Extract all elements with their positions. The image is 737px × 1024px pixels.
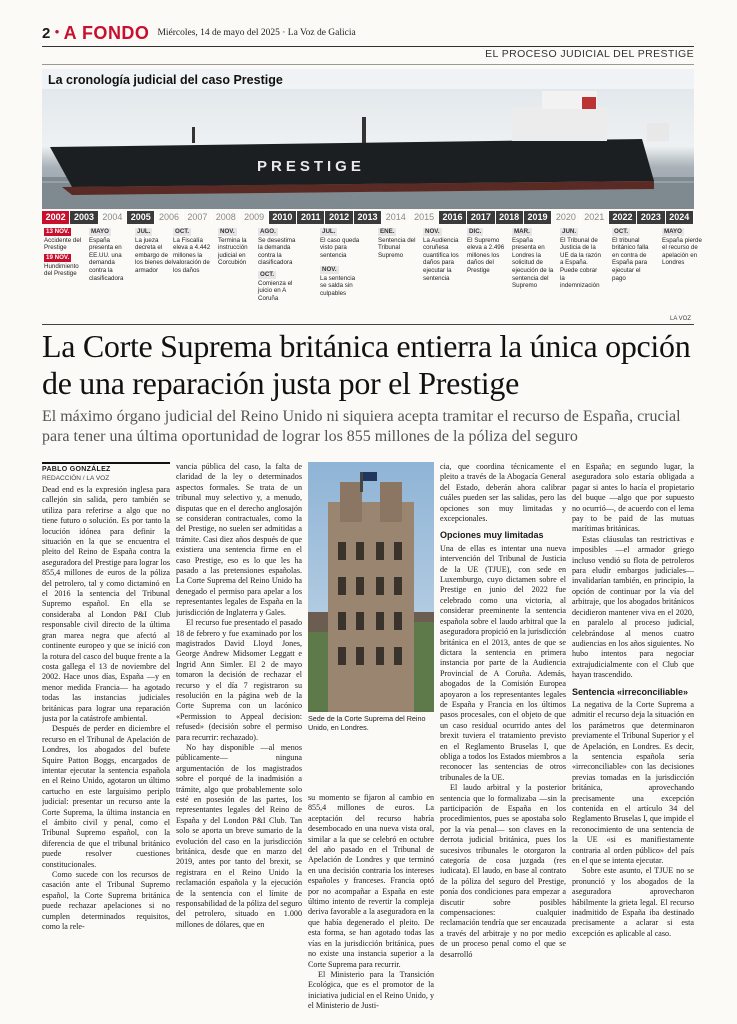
- timeline-event: [320, 228, 362, 259]
- event-text: Comienza el juicio en A Coruña: [258, 279, 293, 302]
- paragraph: La negativa de la Corte Suprema a admitir el recurso deja la situación en los parámetros que determinaron previamente el Tribunal Superior y el de Apelación, en Londres. Es decir, la sentencia española sería «irreconciliable» con las decisiones previas tomadas en la jurisdicción británica, aprovechando precisamente una excepción contenida en el artículo 34 del Reglamento Bruselas I, que impide el reconocimiento de una sentencia de la UE «si es manifiestamente contraria al orden público» del país en el que se intenta ejecutar.: [572, 699, 694, 866]
- event-date-tag: AGO.: [260, 228, 276, 235]
- paragraph: su momento se fijaron al cambio en 855,4 millones de euros. La aceptación del recurso habría desembocado en una nueva vista oral, similar a la que se celebró en octubre del año pasado en el Tribunal de Apelación de Londres y que terminó en una decisión contraria los intereses españoles y franceses. Francia optó por no acompañar a España en este último intento de revertir la compleja deriva favorable a la aseguradora en la que había degenerado el pleito. De esta forma, se han agotado todas las vías en la jurisdicción británica, pues no existe una instancia superior a la Corte Suprema para recurrir.: [308, 793, 434, 969]
- timeline-year: 2006: [155, 211, 183, 224]
- timeline-year: 2016: [439, 211, 467, 224]
- event-text: Termina la instrucción judicial en Corcubión: [218, 236, 248, 267]
- header-rule: [42, 46, 694, 47]
- page-header: [42, 22, 694, 44]
- timeline-year: 2013: [354, 211, 382, 224]
- event-date-tag: OCT.: [260, 271, 275, 278]
- timeline-year: 2014: [382, 211, 410, 224]
- event-text: La sentencia se salda sin culpables: [320, 274, 356, 297]
- event-text: España presenta en Londres la solicitud de ejecución de la sentencia del Supremo: [512, 236, 554, 290]
- timeline-year: 2005: [127, 211, 155, 224]
- event-date-tag: NOV.: [220, 228, 235, 235]
- page-number: 2: [42, 24, 51, 42]
- paragraph: Dead end es la expresión inglesa para callejón sin salida, pero también se utiliza para referirse a algo que no tiene futuro o solución. Es por tanto la locución idónea para definir la situación en la que se encuentra el pleito del Reino de España contra la aseguradora del Prestige para lograr los 855,4 millones de euros de la póliza del petrolero, tal y como dictaminó en el 2016 la sentencia del Tribunal Supremo español. En ella se consideraba al London P&I Club responsable civil directo de la última gran marea negra que afectó al continente europeo y que se inició con la rotura del casco del buque frente a la costa gallega el 13 de noviembre del 2002. Hace unos días, España —y en menor medida Francia— ha agotado todas las instancias judiciales británicas para lograr una reparación justa por la catástrofe ambiental.: [42, 485, 170, 723]
- timeline-year: 2019: [524, 211, 552, 224]
- subheadline: El máximo órgano judicial del Reino Unido ni siquiera acepta tramitar el recurso de España, crucial para tener una última oportunidad de lograr los 855 millones de la póliza del seguro: [42, 408, 681, 445]
- event-text: Hundimiento del Prestige: [44, 262, 79, 278]
- timeline-year: 2011: [297, 211, 325, 224]
- subhead-sentencia: Sentencia «irreconciliable»: [572, 686, 689, 697]
- graphic-rule: [42, 324, 694, 325]
- article-column-1: [42, 485, 170, 1015]
- paragraph: en España; en segundo lugar, la aseguradora solo estaría obligada a pagar si antes lo hacía el propietario del buque —algo que por supuesto no ocurrió—, de acuerdo con el lema pay to be paid de las mutuas marítimas británicas.: [572, 462, 694, 534]
- paragraph: El recurso fue presentado el pasado 18 de febrero y fue examinado por los magistrados David Lloyd Jones, George Andrew Midsomer Leggatt e Ingrid Ann Simler. El 2 de mayo tomaron la decisión de rechazar el recurso y el día 7 registraron su resolución en la página web de la Corte Suprema con un lacónico «Permission to Appeal decision: refused» (decisión sobre el permiso para recurrir: rechazado).: [176, 618, 302, 742]
- timeline-year: 2008: [212, 211, 240, 224]
- timeline-event: [258, 228, 300, 267]
- timeline-event: [512, 228, 554, 290]
- timeline-event: [423, 228, 465, 282]
- timeline-year: 2007: [184, 211, 212, 224]
- timeline-year: 2021: [581, 211, 609, 224]
- timeline-year: 2022: [609, 211, 637, 224]
- paragraph: Como sucede con los recursos de casación ante el Tribunal Supremo español, la Corte Suprema británica puede rechazar apelaciones si no cumplen determinados requisitos, como la rele-: [42, 870, 170, 932]
- section-name: A FONDO: [63, 22, 150, 43]
- event-date-tag: MAR.: [514, 228, 530, 235]
- event-date-tag: MAYO: [91, 228, 109, 235]
- graphic-title: La cronología judicial del caso Prestige: [48, 73, 283, 87]
- event-date-tag: 13 NOV.: [46, 228, 70, 235]
- event-text: España presenta en EE.UU. una demanda contra la clasificadora: [89, 236, 124, 282]
- photo-caption: Sede de la Corte Suprema del Reino Unido, en Londres.: [308, 714, 426, 732]
- event-date-tag: MAYO: [664, 228, 682, 235]
- event-date-tag: ENE.: [380, 228, 395, 235]
- paragraph: No hay disponible —al menos públicamente— ninguna argumentación de los magistrados sobre el porqué de la inadmisión a trámite, algo que probablemente solo esté en posesión de las partes, los representantes legales del Reino de España y del London P&I Club. Tan solo se aporta un breve sumario de la evolución del caso en la jurisdicción británica, desde que en marzo del 2019, antes por tanto del brexit, se registrara en el Reino Unido la reclamación española y la ejecución de la sentencia con el límite de responsabilidad de la póliza del seguro del petrolero, situado en 1.000 millones de dólares, que en: [176, 742, 302, 929]
- event-text: Sentencia del Tribunal Supremo: [378, 236, 416, 259]
- article-column-5: [572, 462, 694, 1015]
- timeline-event: [44, 228, 86, 252]
- building-illustration: [308, 462, 434, 712]
- article-column-3: [308, 793, 434, 1015]
- paragraph: El Ministerio para la Transición Ecológica, que es el promotor de la iniciativa judicial en el Reino Unido, y el Ministerio de Justi-: [308, 969, 434, 1011]
- ship-illustration: [42, 69, 694, 209]
- event-text: La Audiencia coruñesa cuantifica los daños para ejecutar la sentencia: [423, 236, 459, 282]
- timeline-event: [44, 254, 86, 278]
- timeline-event: [173, 228, 215, 275]
- article-column-4: [440, 462, 566, 1015]
- timeline-event: [612, 228, 654, 282]
- event-text: España pierde el recurso de apelación en Londres: [662, 236, 702, 267]
- timeline-year: 2009: [240, 211, 268, 224]
- timeline-year: 2002: [42, 211, 70, 224]
- timeline-year: 2010: [269, 211, 297, 224]
- timeline-year: 2024: [666, 211, 694, 224]
- date-line: Miércoles, 14 de mayo del 2025 · La Voz de Galicia: [157, 28, 356, 38]
- timeline-years: [42, 211, 694, 224]
- author-name: PABLO GONZÁLEZ: [42, 466, 111, 473]
- timeline-year: 2003: [70, 211, 98, 224]
- supreme-court-photo: [308, 462, 434, 712]
- event-text: Se desestima la demanda contra la clasificadora: [258, 236, 296, 267]
- event-date-tag: NOV.: [425, 228, 440, 235]
- event-date-tag: JUL.: [322, 228, 336, 235]
- headline: La Corte Suprema británica entierra la única opción de una reparación justa por el Prestige: [42, 328, 691, 401]
- newsroom: REDACCIÓN / LA VOZ: [42, 475, 110, 482]
- event-text: La Fiscalía eleva a 4.442 millones la valoración de los daños: [173, 236, 211, 274]
- timeline-event: [135, 228, 177, 275]
- timeline-year: 2012: [325, 211, 353, 224]
- timeline-event: [320, 266, 362, 297]
- separator-dot: •: [54, 24, 60, 41]
- event-date-tag: 19 NOV.: [46, 254, 70, 261]
- event-text: El tribunal británico falla en contra de España para ejecutar el pago: [612, 236, 649, 282]
- event-date-tag: JUL.: [137, 228, 151, 235]
- event-text: El caso queda visto para sentencia: [320, 236, 360, 259]
- timeline-year: 2018: [496, 211, 524, 224]
- event-date-tag: OCT.: [614, 228, 629, 235]
- event-date-tag: NOV.: [322, 266, 337, 273]
- paragraph: vancia pública del caso, la falta de claridad de la ley o determinados aspectos formales. Se trata de un tribunal muy selectivo y, a menudo, disputas que en el derecho anglosajón se consideran contractuales, como la del Prestige, no suelen ser admitidas a trámite. Casi diez años después de que existiera una sentencia firme en el caso Prestige, eso es lo que les ha pasado a las pretensiones españolas. La Corte Suprema del Reino Unido ha denegado el permiso para apelar a los representantes legales de España en la jurisdicción de Inglaterra y Gales.: [176, 462, 302, 617]
- timeline-event: [89, 228, 131, 282]
- event-text: El Supremo eleva a 2.496 millones los daños del Prestige: [467, 236, 505, 274]
- topic-rule: [42, 64, 694, 65]
- timeline-year: 2023: [637, 211, 665, 224]
- section-topic: EL PROCESO JUDICIAL DEL PRESTIGE: [485, 48, 694, 60]
- timeline-event: [560, 228, 602, 290]
- paragraph: cia, que coordina técnicamente el pleito a través de la Abogacía General del Estado, deberán ahora calibrar cuáles pueden ser las salidas, pero las opciones son muy limitadas y excepcionales.: [440, 462, 566, 524]
- paragraph: Sobre este asunto, el TJUE no se pronunció y los abogados de la aseguradora aprovecharon hábilmente la grieta legal. El recurso inadmitido de España iba destinado precisamente a aclarar si esta excepción es aplicable al caso.: [572, 866, 694, 938]
- article-column-2: [176, 462, 302, 1015]
- timeline-events: [42, 228, 702, 318]
- paragraph: Estas cláusulas tan restrictivas e imposibles —el armador griego incluso vendió su flota de petroleros para eludir embargos judiciales— invalidarían también, en principio, la opción de continuar por la vía del arbitraje, que los abogados británicos decidieron mantener viva en el 2020, en paralelo al proceso judicial, celebrándose al menos cuatro audiencias en los años siguientes. No hubo intentos para negociar extrajudicialmente con el Club que hayan trascendido.: [572, 534, 694, 680]
- event-date-tag: OCT.: [175, 228, 190, 235]
- event-text: Accidente del Prestige: [44, 236, 82, 252]
- timeline-year: 2020: [552, 211, 580, 224]
- timeline-event: [218, 228, 260, 267]
- timeline-year: 2015: [410, 211, 438, 224]
- ship-name: PRESTIGE: [257, 158, 365, 175]
- graphic-credit: LA VOZ: [669, 316, 691, 322]
- paragraph: Después de perder en diciembre el recurso en el Tribunal de Apelación de Londres, los abogados del bufete Squire Patton Boggs, encargados de intentar ejecutar la sentencia española en el Reino Unido, agotaron un último cartucho en este larguísimo periplo judicial: presentar un recurso ante la Corte Suprema, la última instancia en el ámbito civil y penal, como el Tribunal Supremo español, con la diferencia de que el tribunal británico puede resolver cuestiones constitucionales.: [42, 724, 170, 869]
- paragraph: El laudo arbitral y la posterior sentencia que lo formalizaba —sin la participación de España en los procedimientos, pues se apostaba solo por la vía penal— son claves en la derrota judicial británica, pues los sucesivos tribunales le otorgaron la categoría de cosa juzgada (res iudicata). El laudo, en base al contrato de la póliza del seguro del Prestige, ponía dos condiciones para empezar a discutir sobre posibles compensaciones: cualquier reclamación tendría que ser encauzada a través del arbitraje y no por medio de un proceso penal como el que se desarrolló: [440, 783, 566, 959]
- ship-photo: [42, 69, 694, 209]
- byline: [42, 462, 170, 482]
- timeline-event: [258, 271, 300, 302]
- event-text: El Tribunal de Justicia de la UE da la razón a España. Puede cobrar la indemnización: [560, 236, 601, 290]
- event-date-tag: DIC.: [469, 228, 482, 235]
- timeline-event: [467, 228, 509, 275]
- event-date-tag: JUN.: [562, 228, 577, 235]
- timeline-event: [378, 228, 420, 259]
- timeline-event: [662, 228, 704, 267]
- event-text: La jueza decreta el embargo de los bienes del armador: [135, 236, 173, 274]
- timeline-year: 2017: [467, 211, 495, 224]
- subhead-opciones: Opciones muy limitadas: [440, 530, 544, 541]
- timeline-year: 2004: [99, 211, 127, 224]
- paragraph: Una de ellas es intentar una nueva intervención del Tribunal de Justicia de la UE (TJUE), con sede en Luxemburgo, cuyo dictamen sobre el Prestige en junio del 2022 fue celebrado como una victoria, al considerar preeminente la sentencia española sobre el laudo arbitral que la aseguradora propició en la jurisdicción británica en el 2013, antes de que se dictara la sentencia en primera instancia por parte de la Audiencia Provincial de A Coruña. Además, abogados de la Comisión Europea apoyaron a los representantes legales de España y Francia en los últimos pasos procesales, con el objeto de que un caso residual ocurrido antes del brexit tuviera el tratamiento previsto en el Reglamento Bruselas I, que obliga a todos los Estados miembros a reconocer las sentencias de otros tribunales de la UE.: [440, 543, 566, 782]
